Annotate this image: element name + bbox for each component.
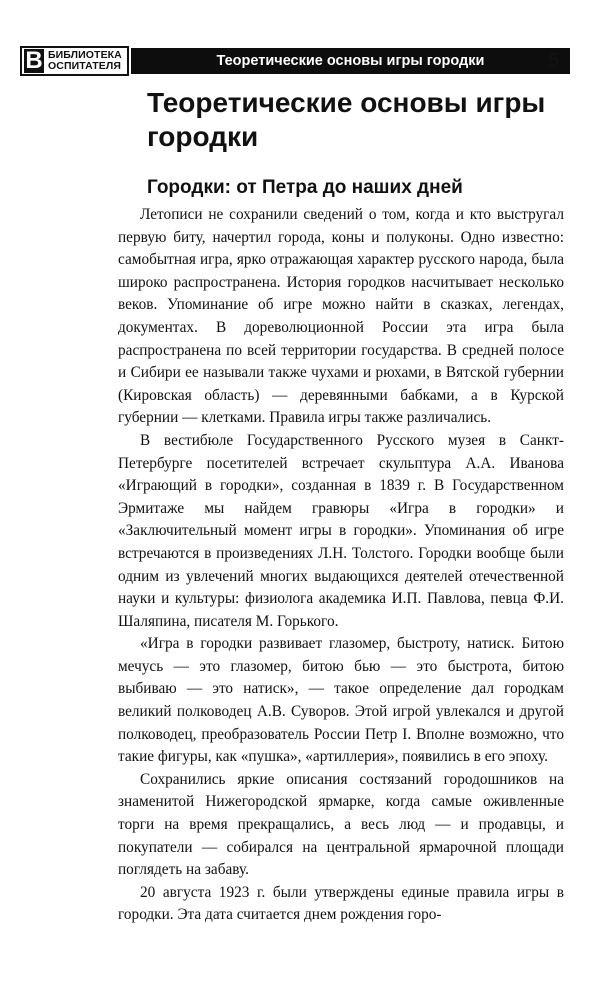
running-title: Теоретические основы игры городки xyxy=(216,53,485,69)
logo-letter: В xyxy=(25,47,43,74)
paragraph-2: В вестибюле Государственного Русского музея в Санкт-Петербурге посетителей встречает скульптура А.А. Иванова «Играющий в городки», созданная в 1839 г. В Государственном Эрмитаже мы найдем гравюры «Игра в городки» и «Заключительный момент игры в городки». Упоминания об игре встречаются в произведениях Л.Н. Толстого. Городки вообще были одним из увлечений многих выдающихся деятелей отечественной науки и культуры: физиолога академика И.П. Павлова, певца Ф.И. Шаляпина, писателя М. Горького. xyxy=(118,431,564,630)
paragraph-5: 20 августа 1923 г. были утверждены единые правила игры в городки. Эта дата считается днем рождения горо- xyxy=(118,883,564,924)
series-logo xyxy=(20,46,129,76)
section-title: Городки: от Петра до наших дней xyxy=(147,177,463,198)
logo-text xyxy=(48,50,122,72)
logo-line-2: ОСПИТАТЕЛЯ xyxy=(48,60,121,72)
running-header xyxy=(20,46,570,76)
running-title-bar xyxy=(131,48,570,74)
paragraph-1: Летописи не сохранили сведений о том, когда и кто выстругал первую биту, начертил города, коны и полуконы. Одно известно: самобытная игра, ярко отражающая характер русского народа, была широко распространена. История городков насчитывает несколько веков. Упоминание об игре можно найти в сказках, легендах, документах. В дореволюционной России эта игра была распространена по всей территории государства. В средней полосе и Сибири ее называли также чухами и рюхами, в Вятской губернии (Кировская область) — деревянными бабками, а в Курской губернии — клетками. Правила игры также различались. xyxy=(118,206,564,427)
body-text xyxy=(118,204,564,927)
page-number: 5 xyxy=(548,50,560,72)
paragraph-3: «Игра в городки развивает глазомер, быстроту, натиск. Битою мечусь — это глазомер, битою бью — это быстрота, битою выбиваю — это натиск», — такое определение дал городкам великий полководец А.В. Суворов. Этой игрой увлекался и другой полководец, преобразователь России Петр I. Вполне возможно, что такие фигуры, как «пушка», «артиллерия», появились в его эпоху. xyxy=(118,635,564,766)
logo-line-1: БИБЛИОТЕКА xyxy=(48,49,122,61)
chapter-title: Теоретические основы игры городки xyxy=(147,87,546,152)
paragraph-4: Сохранились яркие описания состязаний городошников на знаменитой Нижегородской ярмарке, когда самые оживленные торги на время прекращались, а весь люд — и продавцы, и покупатели — собирался на центральной ярмарочной площади поглядеть на забаву. xyxy=(118,770,564,879)
